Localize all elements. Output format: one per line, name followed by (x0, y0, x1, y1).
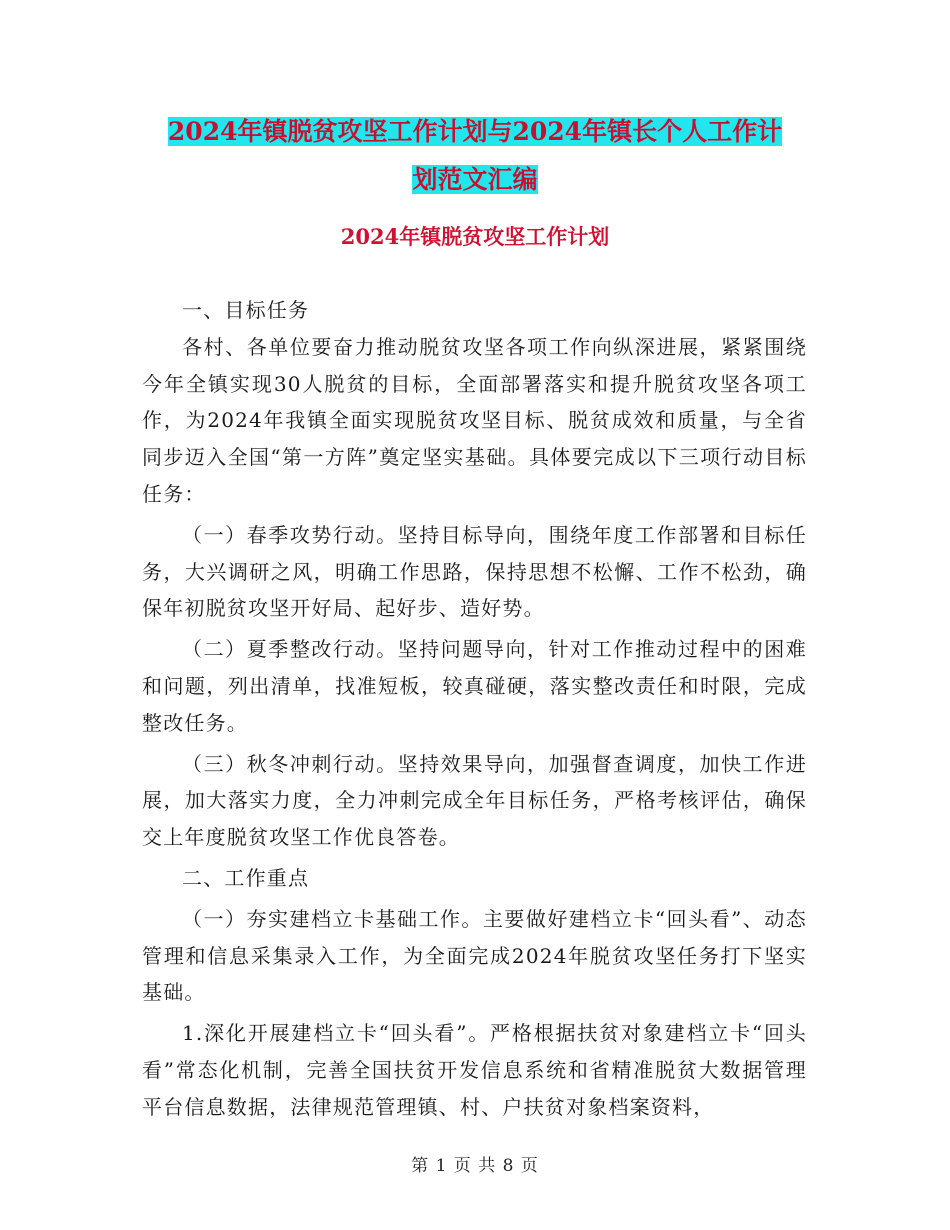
paragraph-goals-intro: 各村、各单位要奋力推动脱贫攻坚各项工作向纵深进展，紧紧围绕今年全镇实现30人脱贫的目标，全面部署落实和提升脱贫攻坚各项工作，为2024年我镇全面实现脱贫攻坚目标、脱贫成效和质量，与全省同步迈入全国“第一方阵”奠定坚实基础。具体要完成以下三项行动目标任务： (142, 334, 807, 506)
paragraph-lookback: 1.深化开展建档立卡“回头看”。严格根据扶贫对象建档立卡“回头看”常态化机制，完善全国扶贫开发信息系统和省精准脱贫大数据管理平台信息数据，法律规范管理镇、村、户扶贫对象档案资料， (142, 1021, 807, 1119)
page-number: 第 1 页 共 8 页 (411, 1156, 539, 1176)
paragraph-spring-action: （一）春季攻势行动。坚持目标导向，围绕年度工作部署和目标任务，大兴调研之风，明确工作思路，保持思想不松懈、工作不松劲，确保年初脱贫攻坚开好局、起好步、造好势。 (142, 522, 807, 621)
document-title-line-2: 划范文汇编 (412, 165, 538, 194)
paragraph-archive-work: （一）夯实建档立卡基础工作。主要做好建档立卡“回头看”、动态管理和信息采集录入工作，为全面完成2024年脱贫攻坚任务打下坚实基础。 (142, 906, 807, 1005)
document-body (142, 292, 807, 1126)
document-title (140, 108, 810, 204)
section-title: 2024年镇脱贫攻坚工作计划 (340, 224, 610, 249)
paragraph-autumn-action: （三）秋冬冲刺行动。坚持效果导向，加强督查调度，加快工作进展，加大落实力度，全力冲刺完成全年目标任务，严格考核评估，确保交上年度脱贫攻坚工作优良答卷。 (142, 751, 807, 850)
heading-key-work: 二、工作重点 (182, 865, 310, 890)
paragraph-summer-action: （二）夏季整改行动。坚持问题导向，针对工作推动过程中的困难和问题，列出清单，找准短板，较真碰硬，落实整改责任和时限，完成整改任务。 (142, 637, 807, 735)
document-title-line-1: 2024年镇脱贫攻坚工作计划与2024年镇长个人工作计 (167, 117, 783, 146)
heading-goals: 一、目标任务 (182, 298, 310, 322)
